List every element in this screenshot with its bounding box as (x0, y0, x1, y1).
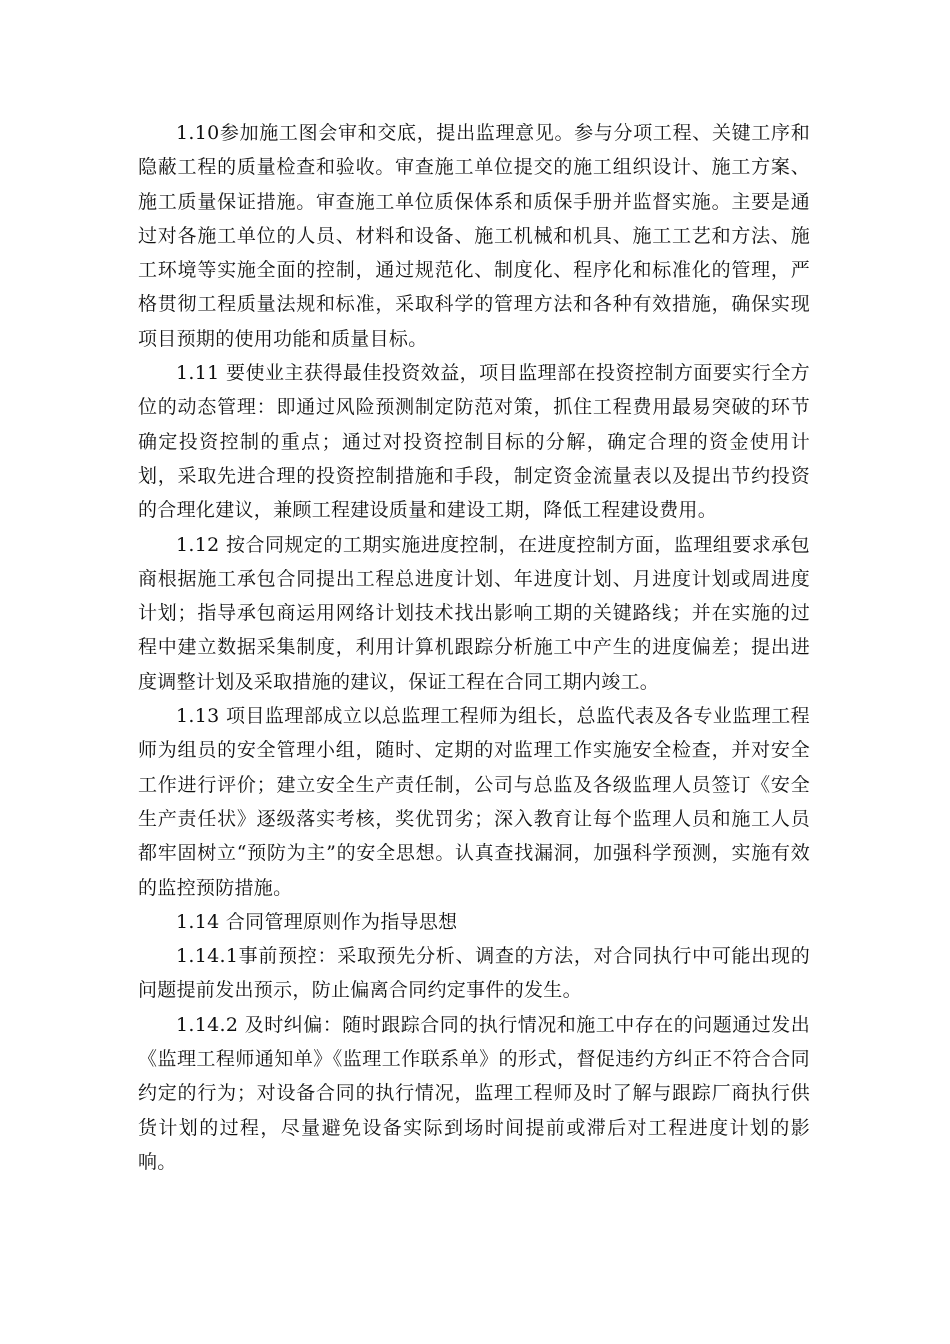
paragraph-1-10: 1.10参加施工图会审和交底，提出监理意见。参与分项工程、关键工序和隐蔽工程的质量检查和验收。审查施工单位提交的施工组织设计、施工方案、施工质量保证措施。审查施工单位质保体系和质保手册并监督实施。主要是通过对各施工单位的人员、材料和设备、施工机械和机具、施工工艺和方法、施工环境等实施全面的控制，通过规范化、制度化、程序化和标准化的管理，严格贯彻工程质量法规和标准，采取科学的管理方法和各种有效措施，确保实现项目预期的使用功能和质量目标。 (138, 122, 810, 350)
paragraph-1-12: 1.12 按合同规定的工期实施进度控制，在进度控制方面，监理组要求承包商根据施工承包合同提出工程总进度计划、年进度计划、月进度计划或周进度计划；指导承包商运用网络计划技术找出影响工期的关键路线；并在实施的过程中建立数据采集制度，利用计算机跟踪分析施工中产生的进度偏差；提出进度调整计划及采取措施的建议，保证工程在合同工期内竣工。 (138, 533, 810, 693)
paragraph-1-13: 1.13 项目监理部成立以总监理工程师为组长，总监代表及各专业监理工程师为组员的安全管理小组，随时、定期的对监理工作实施安全检查，并对安全工作进行评价；建立安全生产责任制，公司与总监及各级监理人员签订《安全生产责任状》逐级落实考核，奖优罚劣；深入教育让每个监理人员和施工人员都牢固树立“预防为主”的安全思想。认真查找漏洞，加强科学预测，实施有效的监控预防措施。 (138, 705, 810, 899)
paragraph-1-14-heading: 1.14 合同管理原则作为指导思想 (176, 910, 458, 933)
paragraph-1-14-1: 1.14.1事前预控：采取预先分析、调查的方法，对合同执行中可能出现的问题提前发出预示，防止偏离合同约定事件的发生。 (138, 945, 810, 1002)
paragraph-1-11: 1.11 要使业主获得最佳投资效益，项目监理部在投资控制方面要实行全方位的动态管理：即通过风险预测制定防范对策，抓住工程费用最易突破的环节确定投资控制的重点；通过对投资控制目标的分解，确定合理的资金使用计划，采取先进合理的投资控制措施和手段，制定资金流量表以及提出节约投资的合理化建议，兼顾工程建设质量和建设工期，降低工程建设费用。 (138, 362, 810, 522)
document-body (138, 116, 810, 1179)
paragraph-1-14-2: 1.14.2 及时纠偏：随时跟踪合同的执行情况和施工中存在的问题通过发出《监理工程师通知单》《监理工作联系单》的形式，督促违约方纠正不符合合同约定的行为；对设备合同的执行情况，监理工程师及时了解与跟踪厂商执行供货计划的过程，尽量避免设备实际到场时间提前或滞后对工程进度计划的影响。 (138, 1013, 810, 1173)
